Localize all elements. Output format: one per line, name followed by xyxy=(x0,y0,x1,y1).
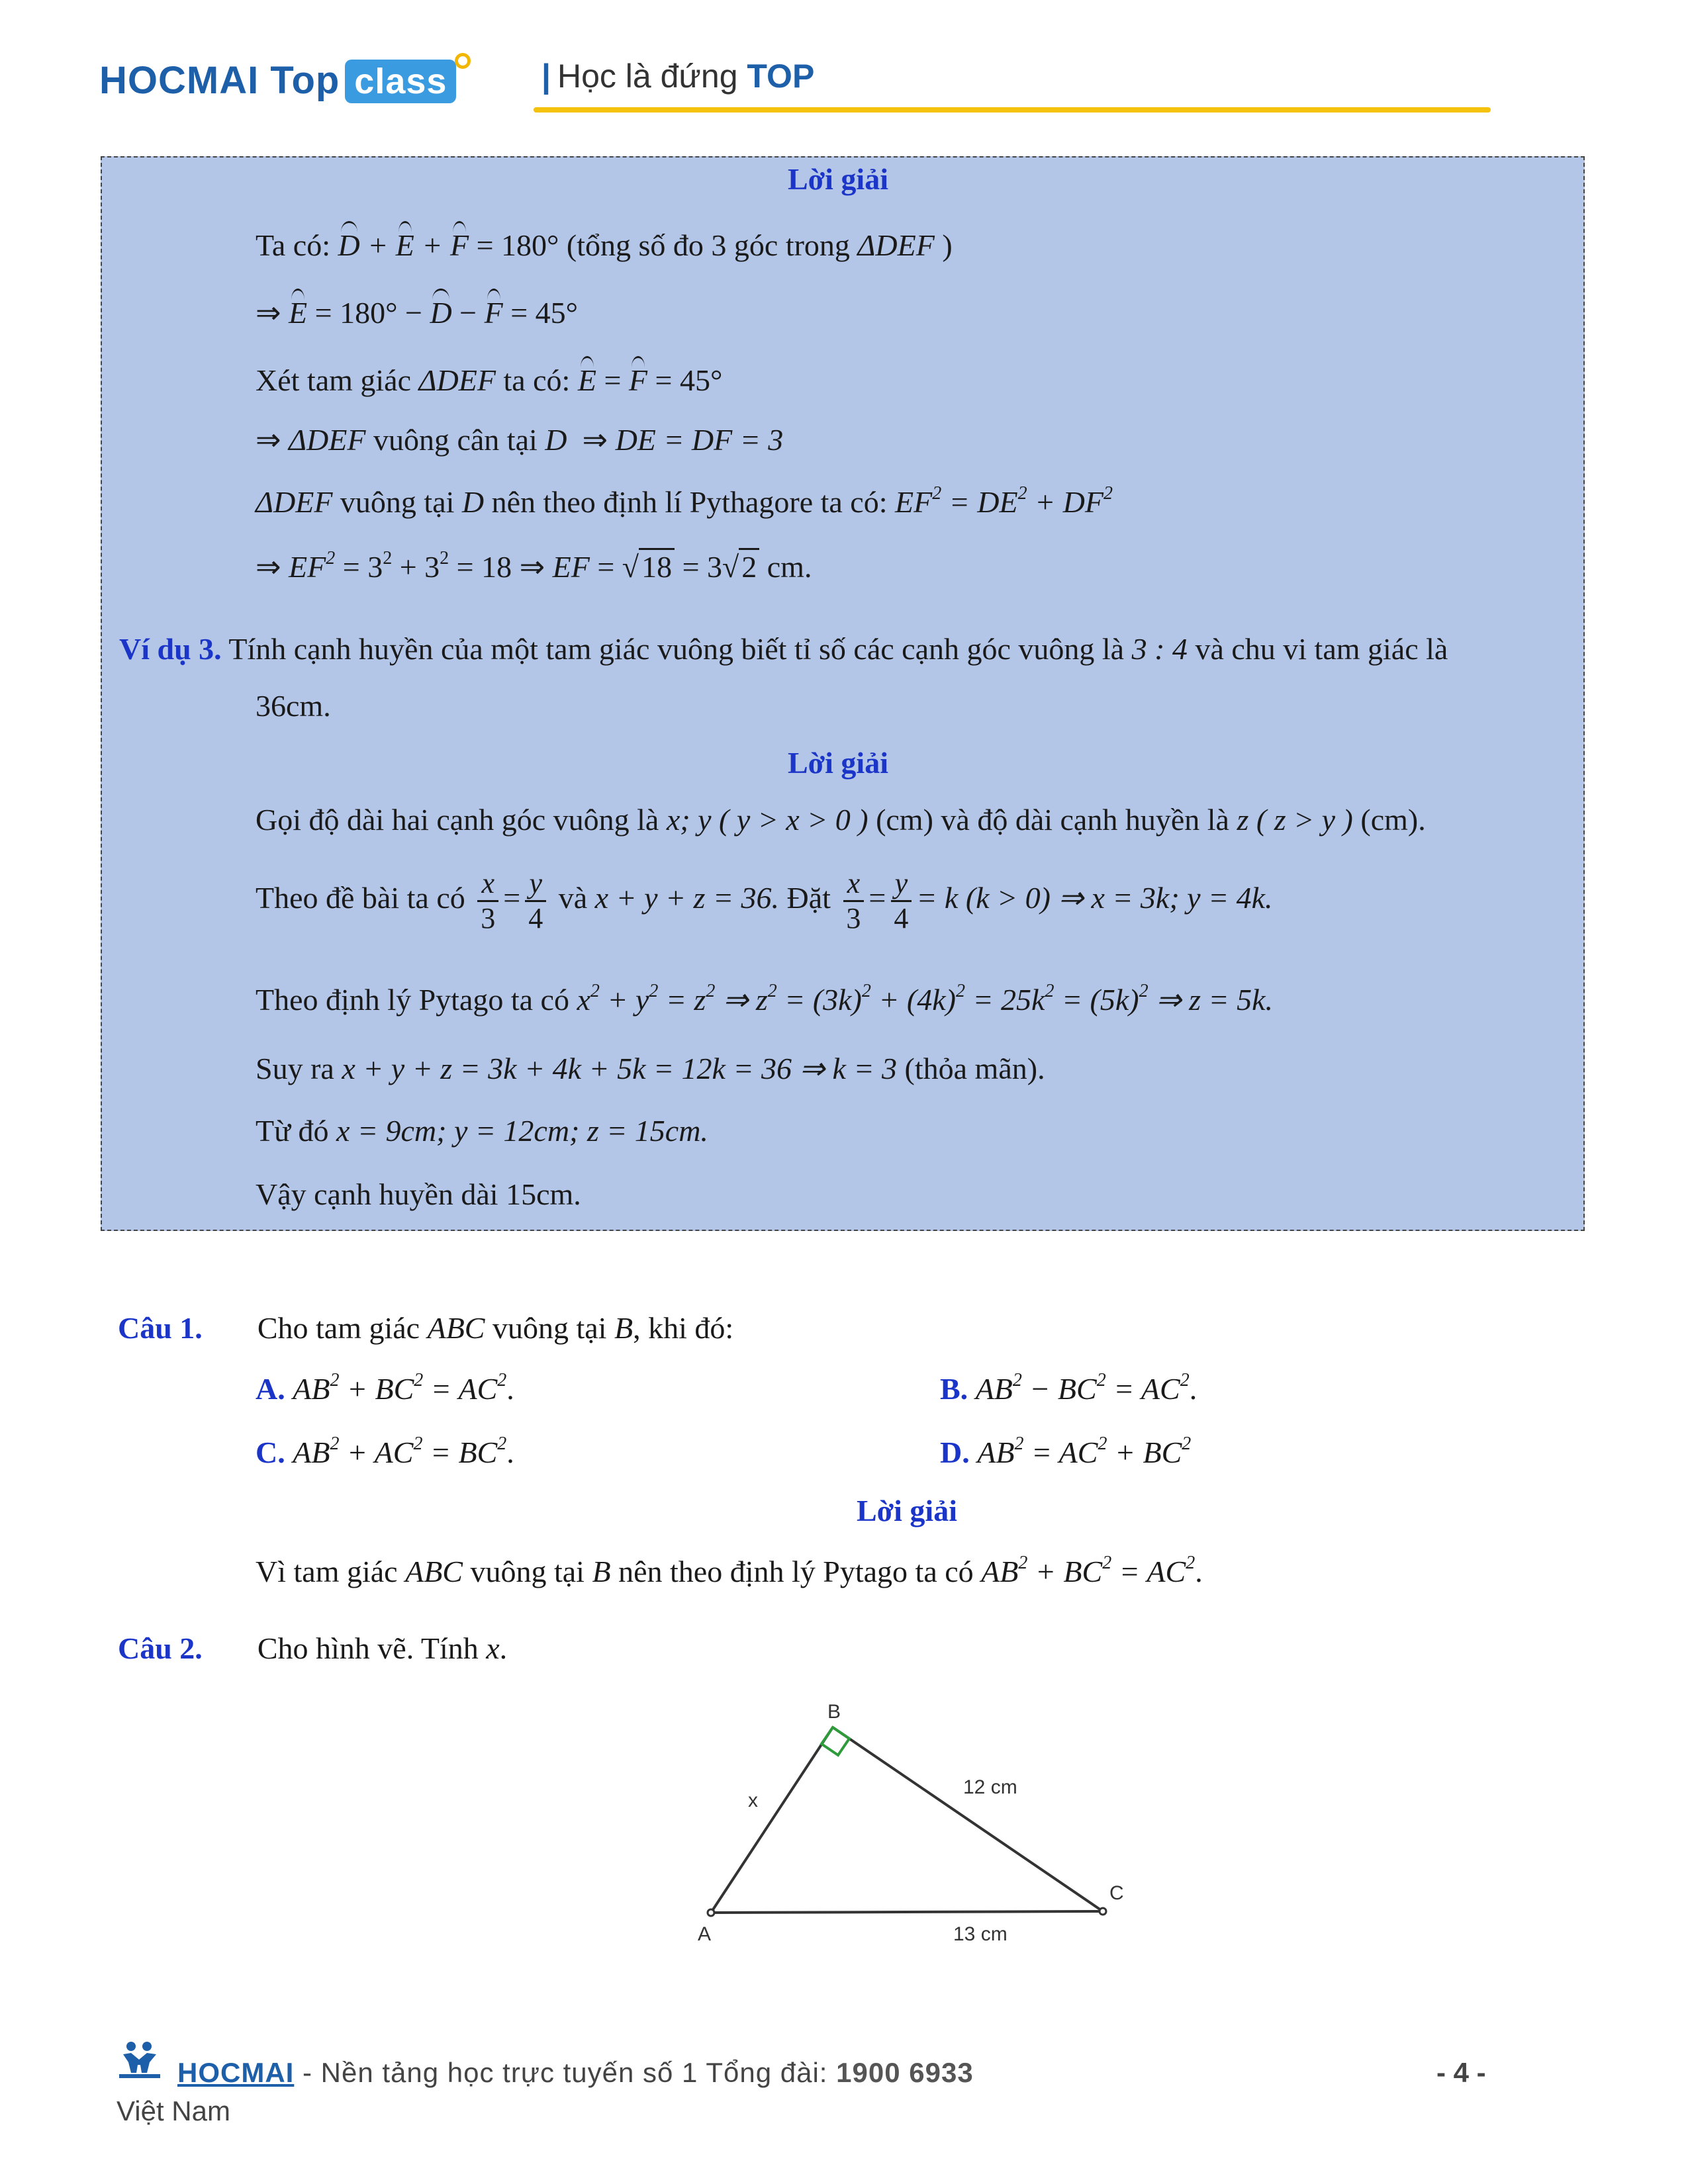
text: (thỏa mãn). xyxy=(904,1052,1045,1085)
text: Theo đề bài ta có xyxy=(256,881,465,915)
text: Gọi độ dài hai cạnh góc vuông là xyxy=(256,803,659,837)
text: Cho hình vẽ. Tính xyxy=(257,1631,479,1665)
text: ) xyxy=(942,228,953,262)
logo-class-badge xyxy=(345,60,456,103)
equation: x = 9cm; y = 12cm; z = 15cm. xyxy=(336,1114,708,1148)
side-bc xyxy=(833,1727,1103,1911)
tagline-bold: TOP xyxy=(747,58,815,95)
question-2 xyxy=(118,1633,507,1664)
vertex-b: B xyxy=(614,1311,633,1345)
option-d[interactable]: D. $AB^2 = AC^2 + BC^2$ xyxy=(940,1433,1192,1469)
label-a: A xyxy=(698,1923,712,1945)
text: vuông tại xyxy=(492,1311,607,1345)
fraction-y4: $\frac{y}{4}$ xyxy=(890,867,912,935)
box-line-5: ΔDEF vuông tại D nên theo định lí Pythagore ta có: $EF^2 = DE^2 + DF^2$ xyxy=(256,483,1113,519)
vertex-d: D xyxy=(545,423,567,457)
footer-line-2: Việt Nam xyxy=(117,2095,230,2126)
text: vuông tại xyxy=(470,1555,585,1588)
unit: (cm). xyxy=(1360,803,1426,837)
condition: ( z > y ) xyxy=(1256,803,1353,837)
fraction-x3: $\frac{x}{3}$ xyxy=(477,867,499,935)
text: Từ đó xyxy=(256,1114,329,1148)
var-z: z xyxy=(1237,803,1249,837)
logo-text: HOCMAI Top xyxy=(99,59,340,102)
option-b[interactable]: B. $AB^2 - BC^2 = AC^2$. xyxy=(940,1370,1197,1406)
label-b: B xyxy=(827,1701,841,1723)
option-label: C. xyxy=(256,1435,285,1469)
text: nên theo định lý Pytago ta có xyxy=(618,1555,974,1588)
solution-2-line-2: Theo đề bài ta có $\frac{x}{3}$ = $\frac{y}{4}$ và x + y + z = 36. Đặt $\frac{x}{3}$ = $\frac{y}{4}$ = k (k > 0) ⇒ x = 3k; y = 4k. xyxy=(256,867,1273,934)
solution-2-line-6: Vậy cạnh huyền dài 15cm. xyxy=(256,1177,581,1211)
label-x: x xyxy=(748,1790,758,1811)
text: ta có: xyxy=(503,363,571,397)
box-line-2: ⇒ E = 180° − D − F = 45° xyxy=(256,296,579,330)
solution-2-line-5 xyxy=(256,1116,708,1146)
unit: cm. xyxy=(767,550,812,584)
tagline-divider: | xyxy=(541,58,551,95)
solution-2-line-3: Theo định lý Pytago ta có $x^2 + y^2 = z^2$ ⇒ $z^2 = (3k)^2 + (4k)^2 = 25k^2 = (5k)^2$ ⇒ z = 5k. xyxy=(256,981,1273,1017)
box-line-3: Xét tam giác ΔDEF ta có: E = F = 45° xyxy=(256,363,723,397)
triangle-abc: ABC xyxy=(427,1311,485,1345)
footer-line-1 xyxy=(177,2057,974,2089)
example-3-line-2: 36cm. xyxy=(256,689,331,723)
option-a[interactable]: A. $AB^2 + BC^2 = AC^2$. xyxy=(256,1370,514,1406)
equation: DE = DF = 3 xyxy=(615,423,784,457)
footer-text: - Nền tảng học trực tuyến số 1 xyxy=(303,2057,698,2088)
triangle-def: ΔDEF xyxy=(857,228,935,262)
text: (tổng số đo 3 góc trong xyxy=(566,228,850,262)
equation: x + y + z = 3k + 4k + 5k = 12k = 36 ⇒ k = 3 xyxy=(342,1052,898,1085)
text: (cm) và độ dài cạnh huyền là xyxy=(876,803,1229,837)
text: Theo định lý Pytago ta có xyxy=(256,983,569,1017)
option-label: B. xyxy=(940,1372,968,1406)
tagline-text: Học là đứng xyxy=(557,58,738,95)
label-ac-length: 13 cm xyxy=(953,1923,1008,1945)
sun-icon xyxy=(455,53,471,69)
hotline-number: 1900 6933 xyxy=(836,2057,974,2088)
triangle-abc: ABC xyxy=(405,1555,463,1588)
header-divider xyxy=(534,107,1491,113)
side-ab xyxy=(711,1727,833,1913)
vars: x; y xyxy=(666,803,712,837)
option-c[interactable]: C. $AB^2 + AC^2 = BC^2$. xyxy=(256,1433,514,1469)
var-x: x xyxy=(486,1631,500,1665)
text: vuông tại xyxy=(340,485,455,519)
text: và xyxy=(558,881,588,915)
fraction-y4: $\frac{y}{4}$ xyxy=(524,867,547,935)
box-line-6: ⇒ $EF^2 = 3^2 + 3^2 = 18$ ⇒ EF = √18 = 3√2 cm. xyxy=(256,548,812,584)
footer-brand-link[interactable]: HOCMAI xyxy=(177,2057,295,2088)
text: nên theo định lí Pythagore ta có: xyxy=(491,485,888,519)
text: Tính cạnh huyền của một tam giác vuông biết tỉ số các cạnh góc vuông là xyxy=(228,632,1125,666)
question-label: Câu 1. xyxy=(118,1311,203,1345)
hotline-label: Tổng đài: xyxy=(706,2057,828,2088)
solution-2-line-4 xyxy=(256,1054,1045,1084)
condition: ( y > x > 0 ) xyxy=(719,803,868,837)
point-a xyxy=(708,1909,714,1916)
option-label: D. xyxy=(940,1435,970,1469)
equation: = k (k > 0) ⇒ x = 3k; y = 4k. xyxy=(916,881,1273,915)
box-line-1: Ta có: D + E + F = 180° (tổng số đo 3 góc trong ΔDEF ) xyxy=(256,228,953,262)
point-c xyxy=(1100,1908,1106,1915)
example-3-line-1 xyxy=(119,634,1448,664)
logo-class-text: class xyxy=(354,62,447,101)
text: Vì tam giác xyxy=(256,1555,398,1588)
question-label: Câu 2. xyxy=(118,1631,203,1665)
hocmai-logo-icon xyxy=(117,2040,163,2079)
side-ac xyxy=(711,1911,1103,1913)
hocmai-topclass-logo xyxy=(99,58,456,103)
text: và chu vi tam giác là xyxy=(1195,632,1448,666)
q1-solution-heading: Lời giải xyxy=(857,1494,957,1527)
vertex-d: D xyxy=(461,485,485,519)
text: , khi đó: xyxy=(633,1311,734,1345)
text: . xyxy=(499,1631,508,1665)
header-tagline xyxy=(541,57,814,95)
text: vuông cân tại xyxy=(373,423,538,457)
angle-sum: D + E + F xyxy=(338,228,469,262)
example-label: Ví dụ 3. xyxy=(119,632,222,666)
text: Cho tam giác xyxy=(257,1311,420,1345)
solution-heading-2: Lời giải xyxy=(788,746,888,780)
option-label: A. xyxy=(256,1372,285,1406)
solution-2-line-1 xyxy=(256,805,1426,835)
text: Đặt xyxy=(786,881,831,915)
triangle-figure xyxy=(662,1694,1165,1959)
ratio: 3 : 4 xyxy=(1131,632,1188,666)
text: Suy ra xyxy=(256,1052,334,1085)
solution-heading: Lời giải xyxy=(788,162,888,196)
label-bc-length: 12 cm xyxy=(963,1776,1017,1798)
box-line-4: ⇒ ΔDEF vuông cân tại D ⇒ DE = DF = 3 xyxy=(256,423,784,457)
equation: x + y + z = 36. xyxy=(594,881,779,915)
text: Ta có: xyxy=(256,228,331,262)
text: Xét tam giác xyxy=(256,363,412,397)
right-angle-mark xyxy=(821,1727,849,1755)
vertex-b: B xyxy=(592,1555,611,1588)
fraction-x3: $\frac{x}{3}$ xyxy=(842,867,865,935)
q1-solution: Vì tam giác ABC vuông tại B nên theo định lý Pytago ta có $AB^2 + BC^2 = AC^2$. xyxy=(256,1553,1203,1588)
triangle-def: ΔDEF xyxy=(256,485,333,519)
page-number: - 4 - xyxy=(1436,2057,1486,2088)
label-c: C xyxy=(1109,1882,1124,1904)
triangle-def: ΔDEF xyxy=(418,363,496,397)
question-1 xyxy=(118,1313,733,1343)
